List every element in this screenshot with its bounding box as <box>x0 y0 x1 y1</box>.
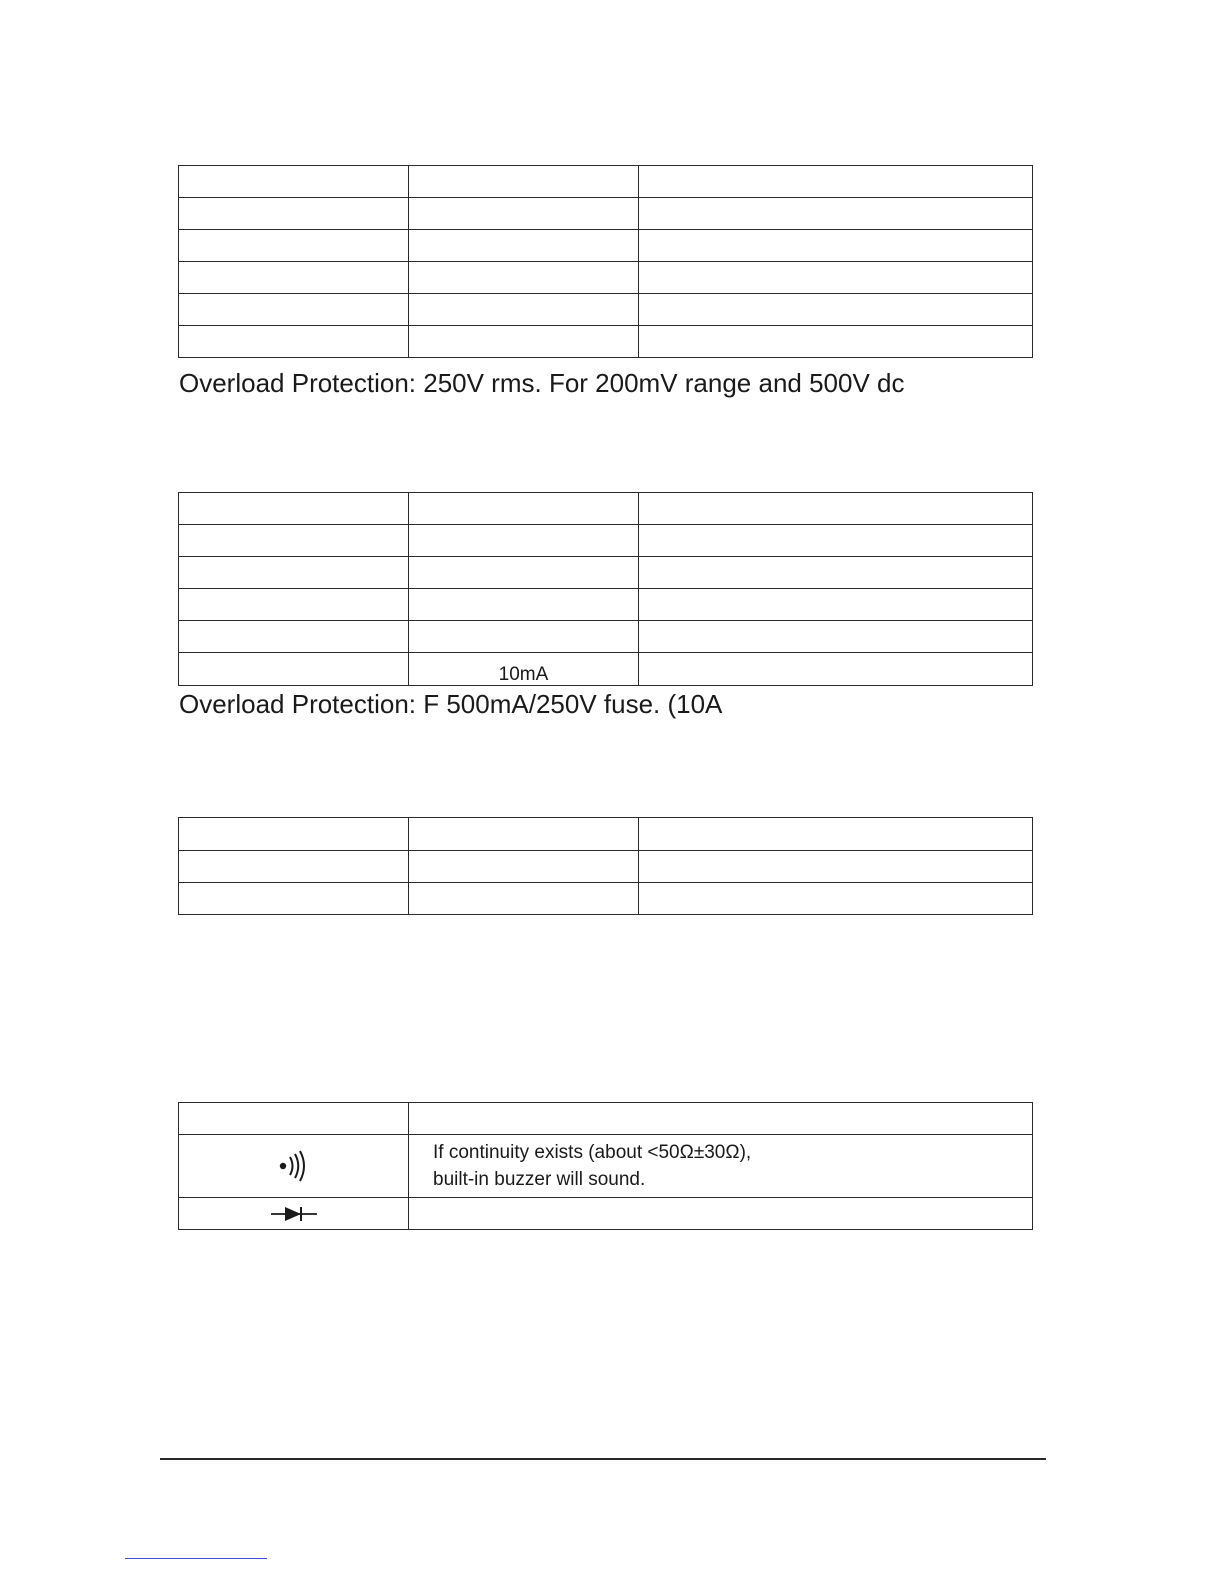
continuity-diode-table <box>178 1102 1033 1230</box>
continuity-text-line1: If continuity exists (about <50Ω±30Ω), <box>433 1142 752 1163</box>
footer-rule <box>160 1458 1046 1460</box>
table-row <box>179 1135 1033 1198</box>
ac-table <box>178 817 1033 915</box>
buzzer-sound-icon <box>179 1135 409 1198</box>
table-row <box>179 557 1033 589</box>
table-row <box>179 294 1033 326</box>
continuity-text-line2: built-in buzzer will sound. <box>433 1169 646 1190</box>
table-row <box>179 262 1033 294</box>
table-row <box>179 851 1033 883</box>
range-cell: 10mA <box>409 653 639 686</box>
table-row <box>179 1103 1033 1135</box>
table-row <box>179 653 1033 686</box>
continuity-description <box>409 1135 1033 1198</box>
dc-voltage-table <box>178 165 1033 358</box>
table-row <box>179 525 1033 557</box>
dc-voltage-overload-note: Overload Protection: 250V rms. For 200mV range and 500V dc <box>179 368 905 398</box>
footer-link-underline <box>125 1558 267 1559</box>
dc-current-table <box>178 492 1033 686</box>
table-row <box>179 493 1033 525</box>
diode-icon <box>179 1198 409 1230</box>
table-row <box>179 818 1033 851</box>
table-row <box>179 166 1033 198</box>
table-row <box>179 1198 1033 1230</box>
table-row <box>179 230 1033 262</box>
table-row <box>179 198 1033 230</box>
table-row <box>179 589 1033 621</box>
dc-current-overload-note: Overload Protection: F 500mA/250V fuse. (10A <box>179 689 723 719</box>
table-row <box>179 883 1033 915</box>
table-row <box>179 621 1033 653</box>
table-row <box>179 326 1033 358</box>
